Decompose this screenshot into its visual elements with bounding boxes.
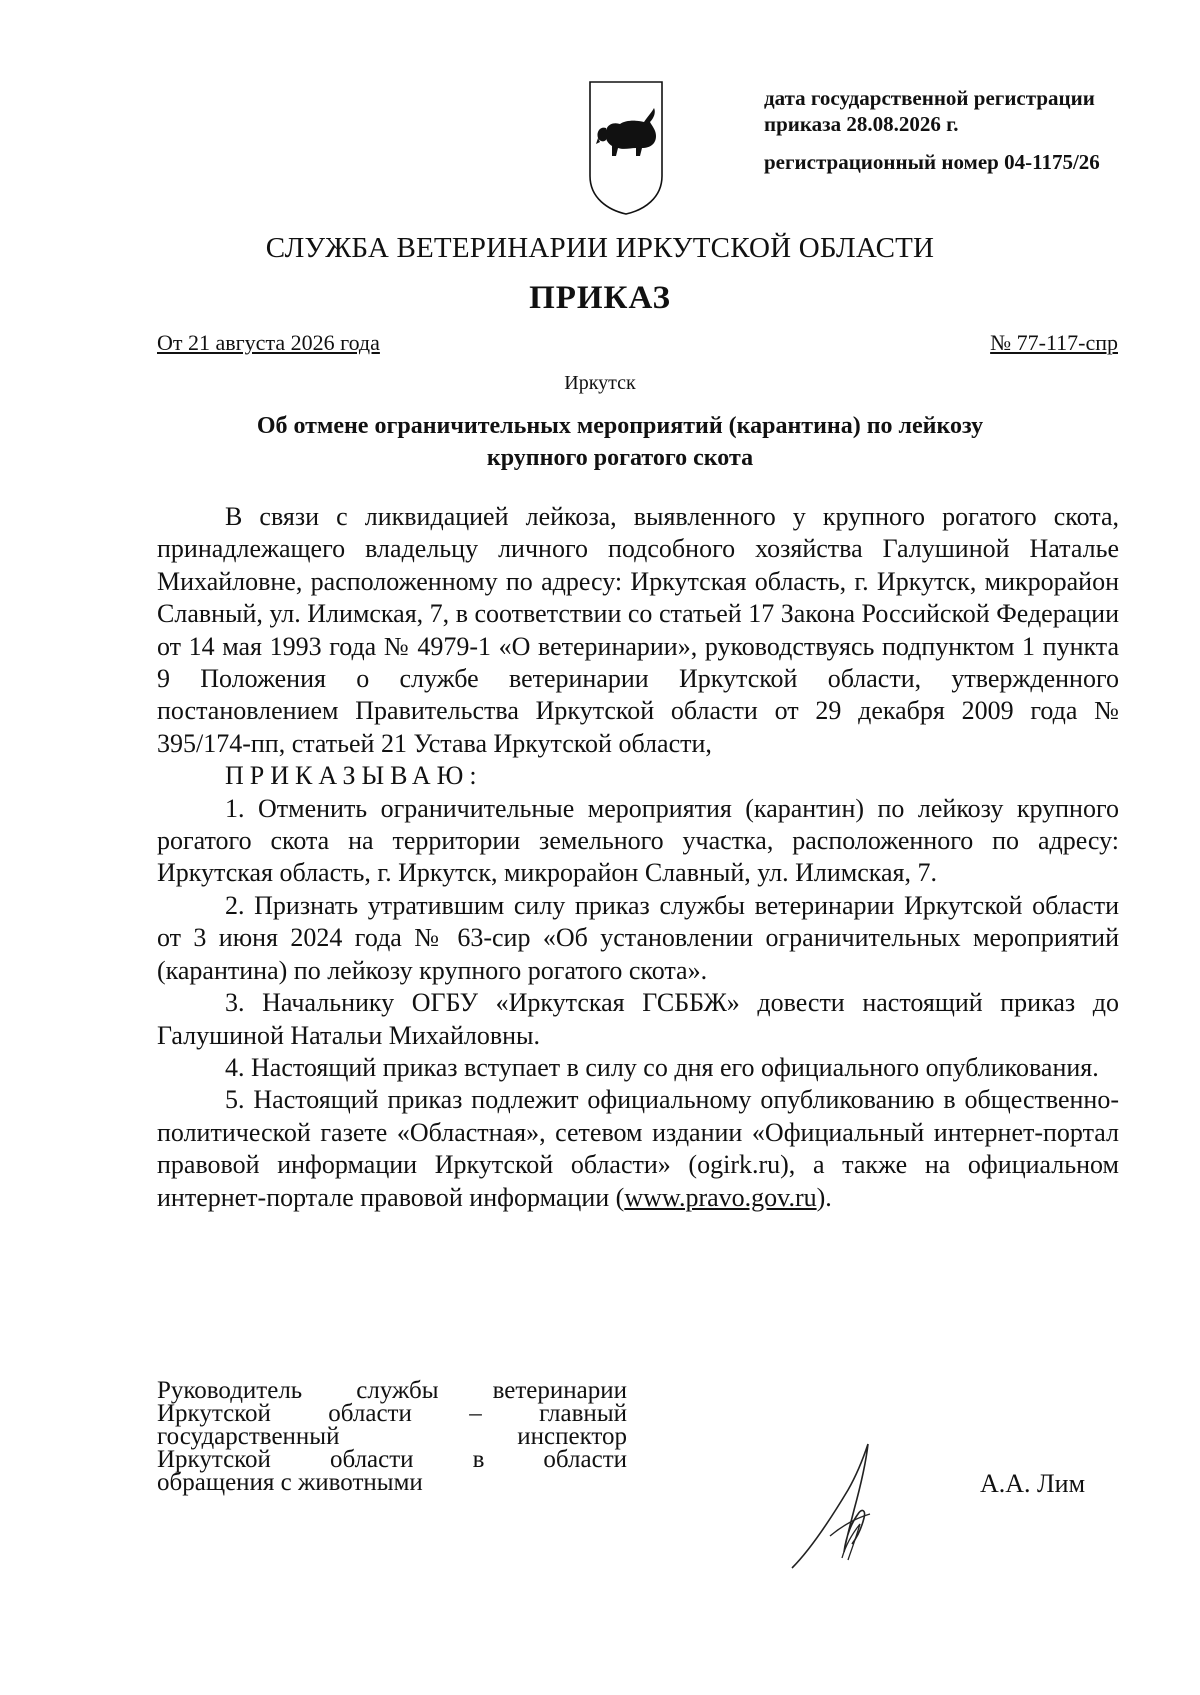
order-subject-line2: крупного рогатого скота [486, 445, 754, 471]
order-item-5-end: ). [816, 1182, 832, 1212]
registration-date-line2: приказа 28.08.2026 г. [764, 112, 959, 136]
order-item-4: 4. Настоящий приказ вступает в силу со дня его официального опубликования. [225, 1052, 1099, 1082]
registration-date-line1: дата государственной регистрации [764, 86, 1095, 110]
preamble-paragraph: В связи с ликвидацией лейкоза, выявленного у крупного рогатого скота, принадлежащего владельцу личного подсобного хозяйства Галушиной Наталье Михайловне, расположенному по адресу: Иркутская область, г. Иркутск, микрорайон Славный, ул. Илимская, 7, в соответствии со статьей 17 Закона Российской Федерации от 14 мая 1993 года № 4979-1 «О ветеринарии», руководствуясь подпунктом 1 пункта 9 Положения о службе ветеринарии Иркутской области, утвержденного постановлением Правительства Иркутской области от 29 декабря 2009 года № 395/174-пп, статьей 21 Устава Иркутской области, [157, 502, 1119, 758]
order-subject [150, 410, 1090, 474]
signer-title-line: Руководитель службы ветеринарии [157, 1377, 627, 1404]
order-item-2: 2. Признать утратившим силу приказ службы ветеринарии Иркутской области от 3 июня 2024 года № 63-сир «Об установлении ограничительных мероприятий (карантина) по лейкозу крупного рогатого скота». [157, 890, 1119, 985]
signer-title-line: обращения с животными [157, 1469, 423, 1496]
order-item-5-text: 5. Настоящий приказ подлежит официальному опубликованию в общественно-политической газете «Областная», сетевом издании «Официальный интернет-портал правовой информации Иркутской области» (ogirk.ru), а также на официальном интернет-портале правовой информации ( [157, 1085, 1119, 1212]
pravo-gov-link[interactable]: www.pravo.gov.ru [624, 1182, 817, 1212]
order-date: От 21 августа 2026 года [157, 330, 380, 355]
agency-name: СЛУЖБА ВЕТЕРИНАРИИ ИРКУТСКОЙ ОБЛАСТИ [265, 232, 935, 264]
document-type-title: ПРИКАЗ [529, 280, 671, 316]
order-city: Иркутск [564, 372, 636, 394]
registration-number: регистрационный номер 04-1175/26 [764, 150, 1100, 174]
order-word: ПРИКАЗЫВАЮ: [225, 761, 483, 791]
signer-title [157, 1379, 627, 1494]
order-item-3: 3. Начальнику ОГБУ «Иркутская ГСББЖ» довести настоящий приказ до Галушиной Натальи Михайловны. [157, 988, 1119, 1050]
signer-name: А.А. Лим [980, 1469, 1086, 1498]
signer-title-line: государственный инспектор [157, 1423, 627, 1450]
coat-of-arms-emblem [586, 80, 666, 216]
order-body [157, 501, 1119, 1214]
order-subject-line1: Об отмене ограничительных мероприятий (карантина) по лейкозу [256, 413, 984, 439]
signer-title-line: Иркутской области в области [157, 1446, 627, 1473]
handwritten-signature [790, 1440, 900, 1570]
order-item-1: 1. Отменить ограничительные мероприятия (карантин) по лейкозу крупного рогатого скота на территории земельного участка, расположенного по адресу: Иркутская область, г. Иркутск, микрорайон Славный, ул. Илимская, 7. [157, 793, 1119, 888]
order-item-5 [157, 1084, 1119, 1214]
signer-title-line: Иркутской области – главный [157, 1400, 627, 1427]
order-number: № 77-117-спр [990, 330, 1118, 355]
